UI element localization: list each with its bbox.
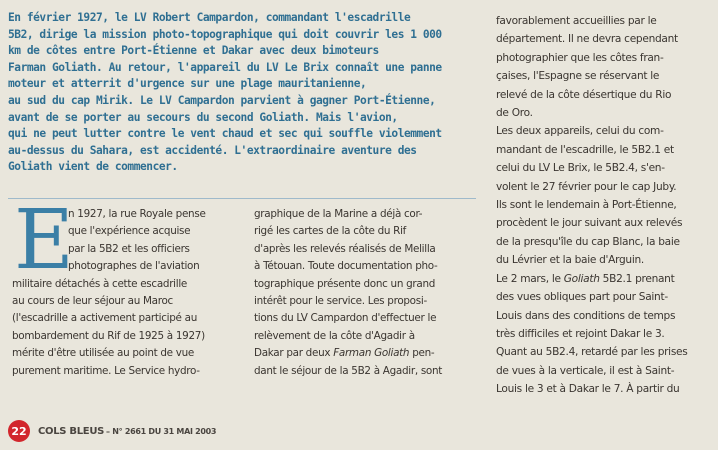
text-line: tographique présente donc un grand <box>254 277 436 290</box>
text-line: procèdent le jour suivant aux relevés <box>496 217 683 230</box>
text-line: favorablement accueillies par le <box>496 15 657 27</box>
text-line: celui du LV Le Brix, le 5B2.4, s'en- <box>496 162 665 175</box>
text-line: intérêt pour le service. Les proposi- <box>254 295 427 308</box>
text-line: du Lévrier et la baie d'Arguin. <box>496 254 644 267</box>
text-line: tions du LV Campardon d'effectuer le <box>254 312 437 325</box>
article-column-1 <box>12 193 244 380</box>
text-run: 5B2.1 prenant <box>599 272 675 285</box>
text-line: photographier que les côtes fran- <box>496 51 664 64</box>
intro-line: au sud du cap Mirik. Le LV Campardon parvient à gagner Port-Étienne, <box>8 93 436 107</box>
drop-cap: E <box>14 193 74 288</box>
text-line: (l'escadrille a activement participé au <box>12 312 197 325</box>
text-line: rigé les cartes de la côte du Rif <box>254 225 407 238</box>
intro-line: avant de se porter au secours du second Goliath. Mais l'avion, <box>8 110 398 124</box>
page-number-badge: 22 <box>8 420 30 442</box>
text-line: Louis le 3 et à Dakar le 7. À partir du <box>496 383 680 396</box>
text-line: Ils sont le lendemain à Port-Étienne, <box>496 199 677 212</box>
text-line: département. Il ne devra cependant <box>496 33 678 46</box>
aircraft-name-italic: Farman Goliath <box>333 347 410 360</box>
intro-paragraph <box>8 10 476 176</box>
text-line: mérite d'être utilisée au point de vue <box>12 347 194 360</box>
text-line: de vues à la verticale, il est à Saint- <box>496 364 675 377</box>
text-run: pen- <box>409 347 435 360</box>
publication-credit <box>38 426 216 437</box>
page-footer <box>8 420 216 442</box>
text-line: des vues obliques part pour Saint- <box>496 291 668 304</box>
text-line: que l'expérience acquise <box>68 225 191 238</box>
text-line: purement maritime. Le Service hydro- <box>12 364 200 377</box>
article-column-3 <box>496 12 712 399</box>
text-line: militaire détachés à cette escadrille <box>12 277 188 290</box>
text-line: photographes de l'aviation <box>68 260 200 273</box>
intro-line: qui ne peut lutter contre le vent chaud et sec qui souffle violemment <box>8 127 442 141</box>
text-line: de la presqu'île du cap Blanc, la baie <box>496 235 680 248</box>
text-line: Louis dans des conditions de temps <box>496 309 676 322</box>
text-line-mixed <box>496 270 712 288</box>
text-line: çaises, l'Espagne se réservant le <box>496 70 660 83</box>
text-line: par la 5B2 et les officiers <box>68 242 190 255</box>
intro-line: Goliath vient de commencer. <box>8 160 178 174</box>
intro-divider <box>8 198 476 199</box>
text-line: relevé de la côte désertique du Rio <box>496 88 672 101</box>
text-line-mixed <box>254 345 486 362</box>
text-line: dant le séjour de la 5B2 à Agadir, sont <box>254 364 443 377</box>
text-line: relèvement de la côte d'Agadir à <box>254 329 415 342</box>
text-line: mandant de l'escadrille, le 5B2.1 et <box>496 143 674 156</box>
intro-line: 5B2, dirige la mission photo-topographique qui doit couvrir les 1 000 <box>8 27 442 41</box>
issue-info: – N° 2661 DU 31 MAI 2003 <box>106 426 217 436</box>
text-line: bombardement du Rif de 1925 à 1927) <box>12 329 205 342</box>
text-run: Dakar par deux <box>254 347 334 360</box>
text-line: très difficiles et rejoint Dakar le 3. <box>496 327 665 340</box>
aircraft-name-italic: Goliath <box>563 272 600 285</box>
text-line: d'après les relevés réalisés de Melilla <box>254 242 436 255</box>
text-line: volent le 27 février pour le cap Juby. <box>496 180 677 193</box>
text-line: de Oro. <box>496 107 533 120</box>
intro-line: km de côtes entre Port-Étienne et Dakar avec deux bimoteurs <box>8 44 379 58</box>
text-line: n 1927, la rue Royale pense <box>68 208 206 220</box>
text-line: Les deux appareils, celui du com- <box>496 125 664 138</box>
text-run: Le 2 mars, le <box>496 272 564 285</box>
intro-line: Farman Goliath. Au retour, l'appareil du LV Le Brix connaît une panne <box>8 60 442 74</box>
intro-line: moteur et atterrit d'urgence sur une plage mauritanienne, <box>8 77 367 91</box>
text-line: à Tétouan. Toute documentation pho- <box>254 260 438 273</box>
article-column-2 <box>254 206 486 380</box>
text-line: Quant au 5B2.4, retardé par les prises <box>496 346 688 359</box>
intro-line: au-dessus du Sahara, est accidenté. L'extraordinaire aventure des <box>8 143 417 157</box>
text-line: au cours de leur séjour au Maroc <box>12 295 173 308</box>
text-line: graphique de la Marine a déjà cor- <box>254 208 423 220</box>
intro-line: En février 1927, le LV Robert Campardon, commandant l'escadrille <box>8 11 411 24</box>
publication-name: COLS BLEUS <box>38 425 105 437</box>
